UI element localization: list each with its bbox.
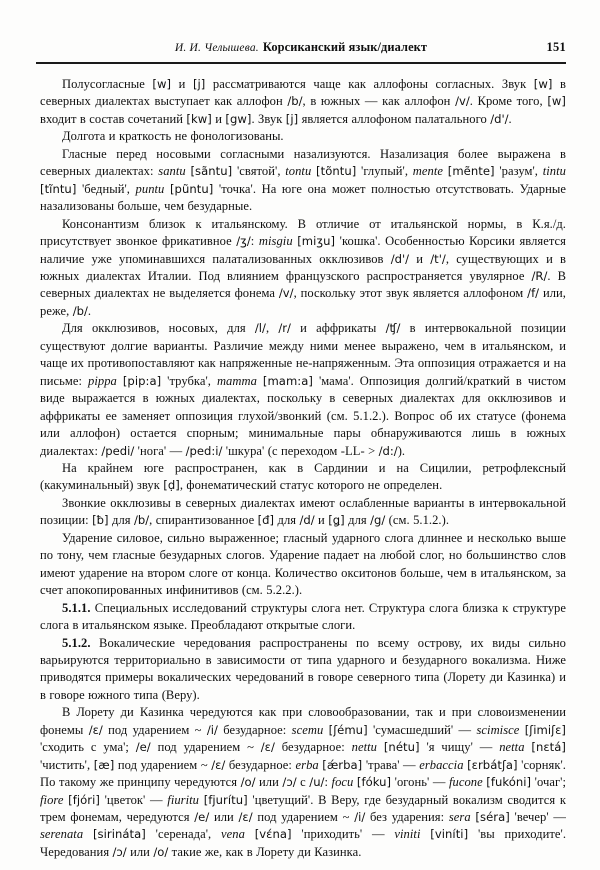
- section-number: 5.1.1.: [62, 600, 91, 615]
- paragraph: Гласные перед носовыми согласными назализуются. Назализация более выражена в северных диалектах: santu [sãntu] 'святой', tontu [tõntu] 'глупый', mente [mẽnte] 'разум', tintu [tĩntu] 'бедный', puntu [pũntu] 'точка'. На юге она может полностью отсутствовать. Ударные назализованы больше, чем безударные.: [40, 146, 566, 214]
- paragraph-section: 5.1.1. Специальных исследований структуры слога нет. Структура слога близка к структуре слога в итальянском языке. Преобладают открытые слоги.: [40, 600, 566, 633]
- paragraph: Консонантизм близок к итальянскому. В отличие от итальянской нормы, в К.я./д. присутствует звонкое фрикативное /ʒ/: misgiu [miʒu] 'кошка'. Особенностью Корсики является наличие уже упоминавшихся палатализованных окклюзивов /d'/ и /t'/, существующих и в южных диалектах Италии. Под влиянием французского распространяется увулярное /R/. В северных диалектах не выделяется фонема /v/, поскольку этот звук является аллофоном /f/ или, реже, /b/.: [40, 216, 567, 318]
- running-head-author: И. И. Челышева.: [174, 42, 259, 54]
- paragraph: На крайнем юге распространен, как в Сардинии и на Сицилии, ретрофлексный (какуминальный) звук [ḍ], фонематический статус которого не определен.: [40, 460, 566, 493]
- paragraph: Звонкие окклюзивы в северных диалектах имеют ослабленные варианты в интервокальной позиции: [ƀ] для /b/, спирантизованное [đ] для /d/ и [ǥ] для /g/ (см. 5.1.2.).: [40, 495, 566, 528]
- paragraph: В Лорету ди Казинка чередуются как при словообразовании, так и при словоизменении фонемы /ɛ/ под ударением ~ /i/ безударное: scemu [ʃému] 'сумасшедший' — scimisce [ʃimiʃɛ] 'сходить с ума'; /e/ под ударением ~ /ɛ/ безударное: nettu [nétu] 'я чищу' — netta [nɛtá] 'чистить', [æ] под ударением ~ /ɛ/ безударное: erba [ǽrba] 'трава' — erbaccia [ɛrbátʃa] 'сорняк'. По такому же принципу чередуются /o/ или /ɔ/ с /u/: focu [fóku] 'огонь' — fucone [fukóni] 'очаг'; fiore [fjóri] 'цветок' — fiuritu [fjurítu] 'цветущий'. В Веру, где безударный вокализм сводится к трем фонемам, чередуются /e/ или /ɛ/ под ударением ~ /i/ без ударения: sera [séra] 'вечер' — serenata [sirináta] 'серенада', vena [vɛ́na] 'приходить' — viniti [viníti] 'вы приходите'. Чередования /ɔ/ или /o/ такие же, как в Лорету ди Казинка.: [40, 705, 567, 859]
- section-number: 5.1.2.: [62, 635, 91, 650]
- paragraph: Для окклюзивов, носовых, для /l/, /r/ и аффрикаты /ʧ/ в интервокальной позиции существуют долгие варианты. Различие между ними менее выражено, чем в итальянском, и чаще их противопоставляют как напряженные не-напряженным. Эта оппозиция отражается и на письме: pippa [pip:a] 'трубка', mamma [mam:a] 'мама'. Оппозиция долгий/краткий в чистом виде выражается в южных диалектах, поскольку в северных диалектах для окклюзивов и аффрикаты ее заменяет оппозиция глухой/звонкий (см. 5.1.2.). Вопрос об их статусе (фонема или аллофон) остается спорным; минимальные пары обнаруживаются лишь в южных диалектах: /pedi/ 'нога' — /ped:i/ 'шкура' (с переходом -LL- > /d:/).: [40, 321, 567, 458]
- running-head-title: Корсиканский язык/диалект: [262, 40, 428, 54]
- running-head: [36, 40, 566, 58]
- header-rule: [36, 62, 566, 64]
- page-number: 151: [546, 40, 566, 54]
- paragraph: Долгота и краткость не фонологизованы.: [62, 129, 284, 144]
- text-column: [40, 76, 566, 861]
- paragraph: Полусогласные [w] и [j] рассматриваются чаще как аллофоны согласных. Звук [w] в северных диалектах выступает как аллофон /b/, в южных — как аллофон /v/. Кроме того, [w] входит в состав сочетаний [kw] и [gw]. Звук [j] является аллофоном палатального /d'/.: [40, 77, 567, 126]
- paragraph-section: 5.1.2. Вокалические чередования распространены по всему острову, их виды сильно варьируются территориально в зависимости от типа ударного и безударного вокализма. Ниже приводятся примеры вокалических чередований в говоре северного типа (Лорету ди Казинка) и в говоре южного типа (Веру).: [40, 635, 566, 702]
- paragraph: Ударение силовое, сильно выраженное; гласный ударного слога длиннее и несколько выше по тону, чем гласные безударных слогов. Ударение падает на любой слог, но большинство слов имеют ударение на втором слоге от конца. Количество окситонов больше, чем в итальянском, за счет апокопированных инфинитивов (см. 5.2.2.).: [40, 530, 566, 598]
